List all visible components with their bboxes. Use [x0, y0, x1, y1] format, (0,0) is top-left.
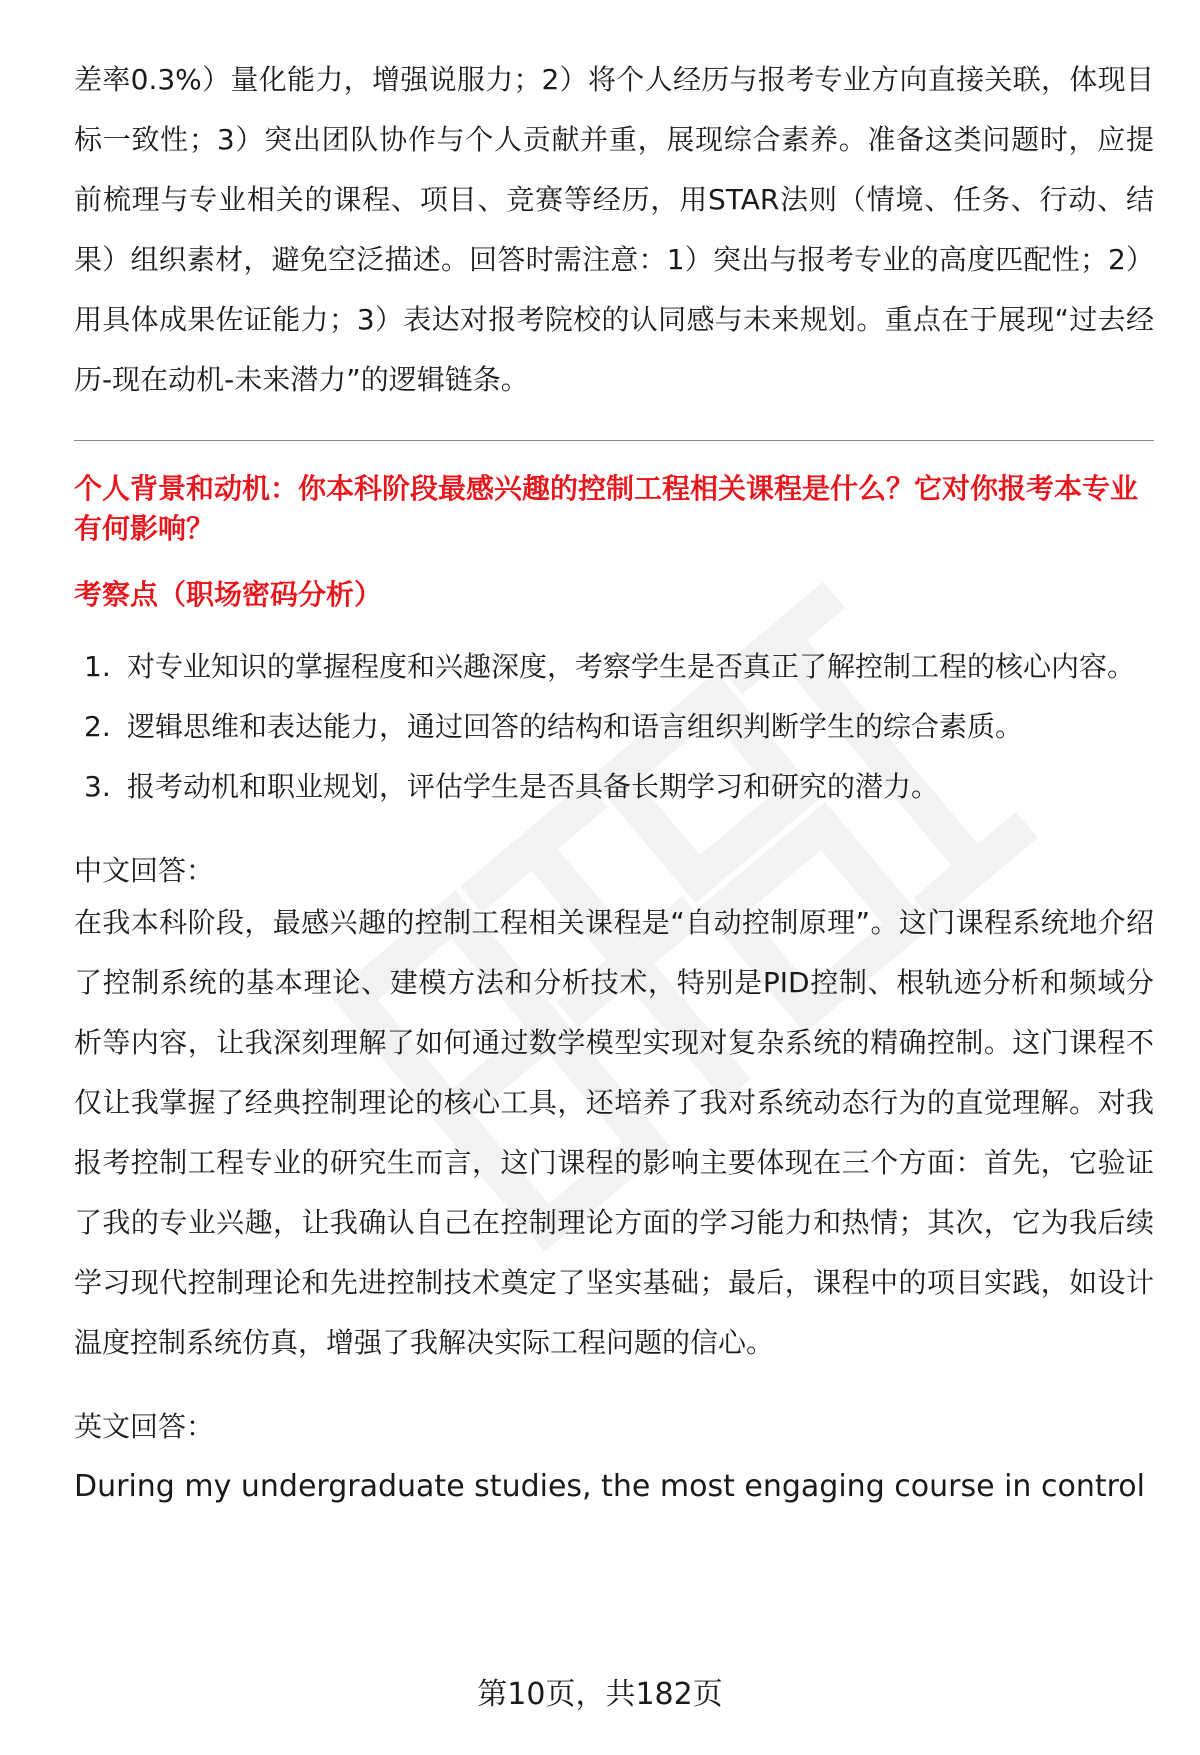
list-item-text: 报考动机和职业规划，评估学生是否具备长期学习和研究的潜力。 [127, 770, 940, 803]
list-item-text: 对专业知识的掌握程度和兴趣深度，考察学生是否真正了解控制工程的核心内容。 [127, 650, 1136, 683]
section-divider [74, 440, 1154, 441]
list-item-number: 1. [84, 650, 111, 683]
chinese-answer-text: 在我本科阶段，最感兴趣的控制工程相关课程是“自动控制原理”。这门课程系统地介绍了控制系统的基本理论、建模方法和分析技术，特别是PID控制、根轨迹分析和频域分析等内容，让我深刻理解了如何通过数学模型实现对复杂系统的精确控制。这门课程不仅让我掌握了经典控制理论的核心工具，还培养了我对系统动态行为的直觉理解。对我报考控制工程专业的研究生而言，这门课程的影响主要体现在三个方面：首先，它验证了我的专业兴趣，让我确认自己在控制理论方面的学习能力和热情；其次，它为我后续学习现代控制理论和先进控制技术奠定了坚实基础；最后，课程中的项目实践，如设计温度控制系统仿真，增强了我解决实际工程问题的信心。 [74, 906, 1154, 1359]
list-item [74, 697, 1154, 757]
page-number-footer: 第10页，共182页 [477, 1677, 723, 1712]
main-content [74, 50, 1154, 1517]
list-item [74, 637, 1154, 697]
assessment-points-heading: 考察点（职场密码分析） [74, 578, 383, 611]
list-item-number: 3. [84, 770, 111, 803]
list-item [74, 757, 1154, 817]
question-heading: 个人背景和动机：你本科阶段最感兴趣的控制工程相关课程是什么？它对你报考本专业有何影响？ [74, 472, 1139, 545]
chinese-answer-label: 中文回答： [74, 854, 215, 887]
list-item-text: 逻辑思维和表达能力，通过回答的结构和语言组织判断学生的综合素质。 [127, 710, 1024, 743]
list-item-number: 2. [84, 710, 111, 743]
intro-paragraph: 差率0.3%）量化能力，增强说服力；2）将个人经历与报考专业方向直接关联，体现目标一致性；3）突出团队协作与个人贡献并重，展现综合素养。准备这类问题时，应提前梳理与专业相关的课程、项目、竞赛等经历，用STAR法则（情境、任务、行动、结果）组织素材，避免空泛描述。回答时需注意：1）突出与报考专业的高度匹配性；2）用具体成果佐证能力；3）表达对报考院校的认同感与未来规划。重点在于展现“过去经历-现在动机-未来潜力”的逻辑链条。 [74, 63, 1154, 396]
english-answer-label: 英文回答： [74, 1410, 215, 1443]
english-answer-text: During my undergraduate studies, the most engaging course in control [74, 1469, 1145, 1504]
assessment-points-list [74, 637, 1154, 817]
